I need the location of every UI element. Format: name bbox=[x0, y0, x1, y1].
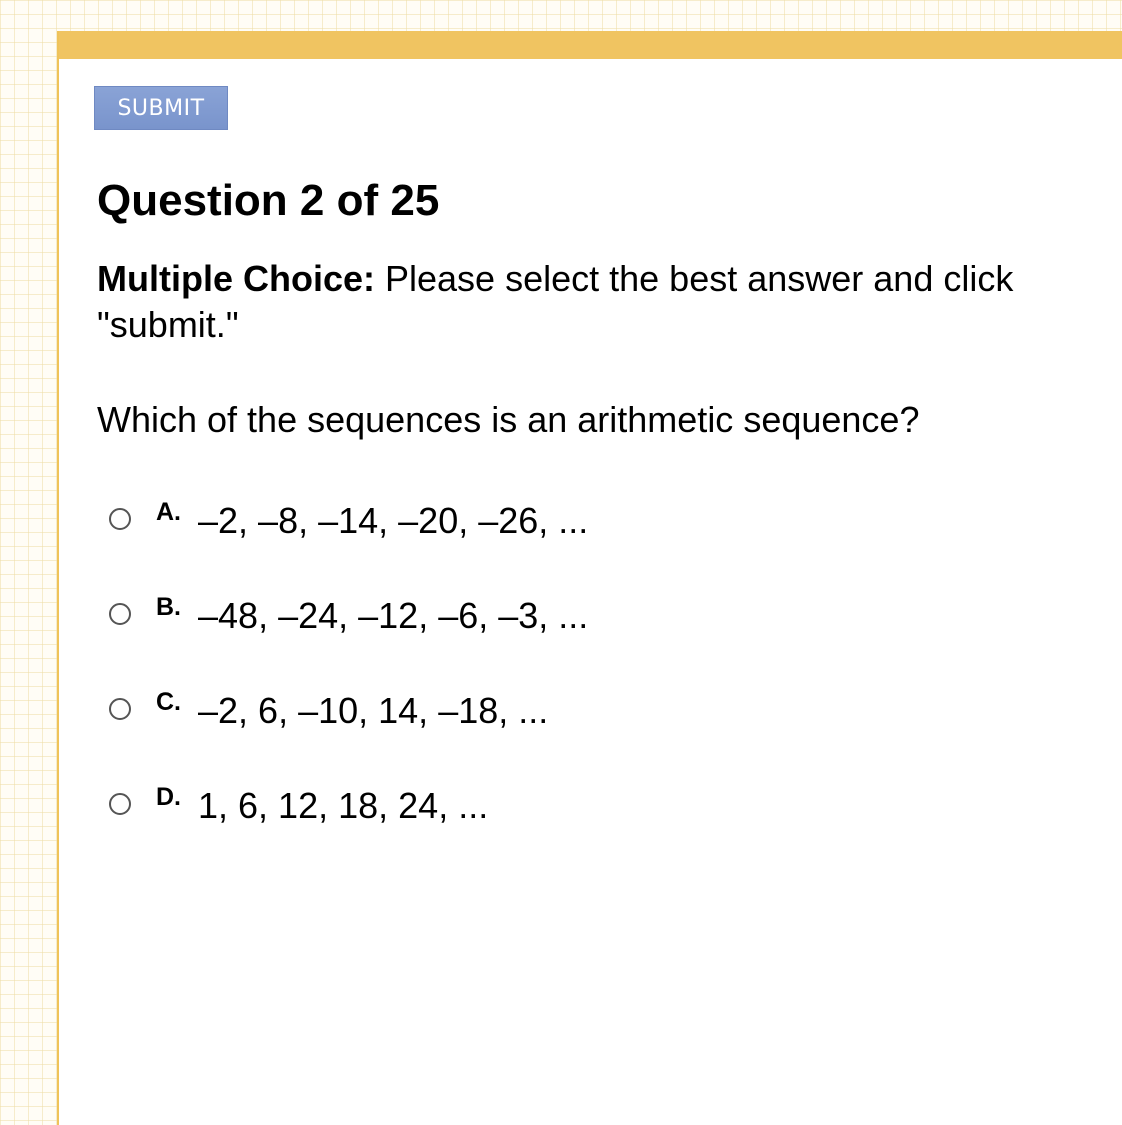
radio-button-icon[interactable] bbox=[109, 508, 131, 530]
instructions bbox=[97, 256, 1087, 348]
choice-text: –48, –24, –12, –6, –3, ... bbox=[198, 595, 589, 636]
choice-letter: C. bbox=[156, 687, 181, 716]
choice-letter: D. bbox=[156, 782, 181, 811]
radio-button-icon[interactable] bbox=[109, 698, 131, 720]
instruction-label: Multiple Choice: bbox=[97, 258, 375, 299]
instruction-text: Please select the best answer and click "submit." bbox=[97, 258, 1014, 345]
choice-a[interactable] bbox=[109, 497, 588, 541]
choice-c[interactable] bbox=[109, 687, 588, 731]
answer-choices bbox=[109, 497, 588, 877]
choice-d[interactable] bbox=[109, 782, 588, 826]
submit-button[interactable]: SUBMIT bbox=[94, 86, 228, 130]
choice-text: 1, 6, 12, 18, 24, ... bbox=[198, 785, 489, 826]
header-bar bbox=[59, 31, 1122, 59]
question-title: Question 2 of 25 bbox=[97, 176, 440, 225]
question-panel bbox=[57, 31, 1122, 1125]
question-prompt: Which of the sequences is an arithmetic sequence? bbox=[97, 399, 920, 440]
choice-text: –2, 6, –10, 14, –18, ... bbox=[198, 690, 549, 731]
choice-letter: B. bbox=[156, 592, 181, 621]
choice-letter: A. bbox=[156, 497, 181, 526]
radio-button-icon[interactable] bbox=[109, 603, 131, 625]
radio-button-icon[interactable] bbox=[109, 793, 131, 815]
choice-b[interactable] bbox=[109, 592, 588, 636]
choice-text: –2, –8, –14, –20, –26, ... bbox=[198, 500, 589, 541]
